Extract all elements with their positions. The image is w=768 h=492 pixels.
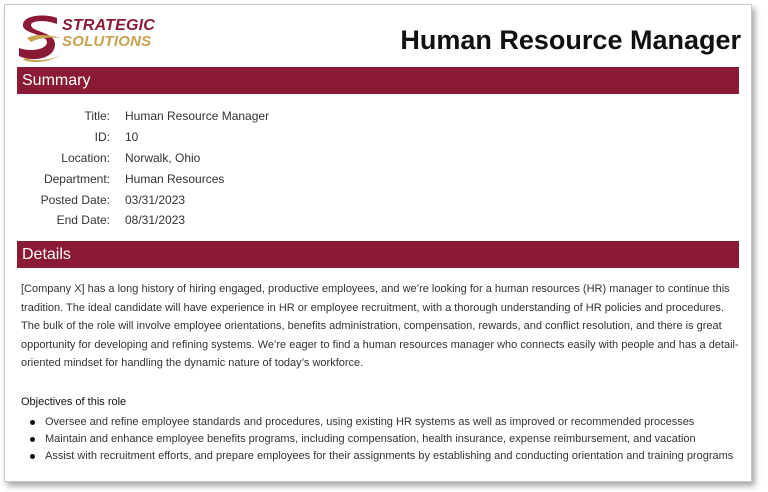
page-title: Human Resource Manager [400, 25, 741, 55]
bullet-icon [30, 437, 35, 442]
summary-label: Department: [43, 171, 110, 186]
summary-value: Human Resource Manager [125, 109, 270, 124]
summary-section-header: Summary [17, 67, 739, 94]
logo-text-solutions: SOLUTIONS [62, 33, 152, 50]
summary-row-department [17, 168, 269, 189]
objective-text: Assist with recruitment efforts, and prepare employees for their assignments by establishing and conducting orientation and training programs [45, 450, 734, 462]
logo-mark-icon [17, 12, 65, 66]
summary-row-location [17, 148, 269, 169]
summary-value: 03/31/2023 [125, 192, 186, 207]
summary-row-end-date [17, 210, 269, 231]
bullet-icon [30, 454, 35, 459]
summary-label: Posted Date: [40, 192, 110, 207]
summary-label: End Date: [56, 213, 110, 228]
summary-value: Human Resources [125, 171, 225, 186]
logo-text-strategic: STRATEGIC [62, 17, 156, 34]
objective-text: Oversee and refine employee standards and procedures, using existing HR systems as well as improved or recommended processes [45, 416, 695, 428]
summary-value: Norwalk, Ohio [125, 150, 201, 165]
summary-row-title [17, 106, 269, 127]
list-item [21, 414, 739, 431]
summary-table [17, 106, 269, 231]
summary-label: ID: [94, 130, 110, 145]
list-item [21, 448, 739, 465]
summary-label: Location: [61, 150, 110, 165]
objective-text: Maintain and enhance employee benefits programs, including compensation, health insurance, expense reimbursement, and vacation [45, 433, 696, 445]
company-logo [17, 12, 157, 66]
objectives-heading: Objectives of this role [21, 396, 127, 408]
list-item [21, 431, 739, 448]
summary-row-posted-date [17, 189, 269, 210]
bullet-icon [30, 420, 35, 425]
details-paragraph: [Company X] has a long history of hiring engaged, productive employees, and we’re looking for a human resources (HR) manager to continue this tradition. The ideal candidate will have experience in HR or employee recruitment, with a thorough understanding of HR policies and procedures. The bulk of the role will involve employee orientations, benefits administration, compensation, rewards, and conflict resolution, and there is great opportunity for developing and refining systems. We’re eager to find a human resources manager who connects easily with people and has a detail-oriented mindset for handling the dynamic nature of today’s workforce. [21, 283, 739, 369]
summary-value: 10 [125, 130, 139, 145]
summary-value: 08/31/2023 [125, 213, 186, 228]
job-posting-panel [4, 4, 752, 482]
details-section-header: Details [17, 241, 739, 268]
summary-label: Title: [84, 109, 110, 124]
summary-row-id [17, 127, 269, 148]
objectives-list [21, 414, 739, 465]
